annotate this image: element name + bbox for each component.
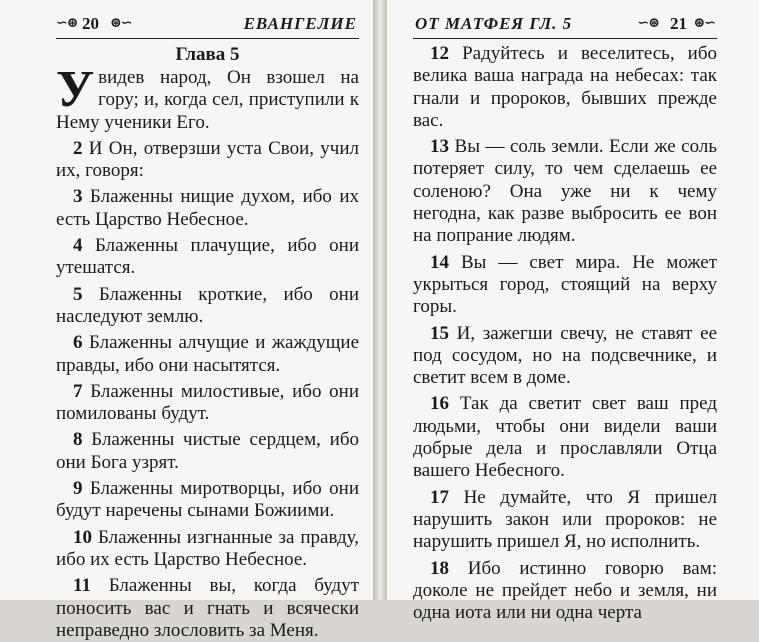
ornament-icon: ∽⊛ — [637, 16, 659, 31]
verse — [413, 323, 717, 390]
verse-number: 11 — [73, 575, 91, 597]
verse-number: 12 — [430, 43, 449, 64]
verse — [56, 527, 359, 572]
verse — [56, 284, 359, 329]
verse-number: 7 — [73, 380, 83, 402]
book-gutter — [373, 0, 387, 600]
verse-number: 9 — [73, 478, 83, 500]
verse-number: 6 — [73, 332, 83, 354]
verse — [413, 43, 717, 132]
left-page — [0, 0, 373, 641]
verse-text: Блаженны нищие духом, ибо их есть Царство Небесное. — [56, 186, 359, 230]
verse-text: Блаженны алчущие и жаждущие правды, ибо они насытятся. — [56, 332, 360, 376]
verse-text: Так да светит свет ваш пред людьми, чтобы они видели ваши добрые дела и прославляли Отца вашего Небесного. — [413, 393, 718, 482]
verse — [56, 235, 359, 280]
verse-text: Блаженны плачущие, ибо они утешатся. — [56, 235, 360, 279]
verse-text: Блаженны миротворцы, ибо они будут наречены сынами Божиими. — [56, 478, 359, 522]
verse-1 — [56, 61, 359, 134]
verse-text: Ибо истинно говорю вам: доколе не прейдет небо и земля, ни одна иота или ни одна черта — [413, 557, 718, 624]
ornament-icon: ∽⊛ — [56, 16, 78, 31]
verse-number: 2 — [73, 137, 83, 159]
left-running-head — [56, 10, 359, 39]
verse-number: 17 — [430, 486, 449, 508]
verse-number: 16 — [430, 393, 449, 415]
verse-number: 15 — [430, 322, 449, 344]
verse — [56, 575, 359, 642]
verse-number: 4 — [73, 235, 83, 257]
verse-text: Блаженны вы, когда будут поносить вас и гнать и всячески неправедно злословить за Меня. — [56, 575, 360, 641]
verse — [56, 381, 359, 426]
verse — [413, 136, 717, 247]
verse-number: 5 — [73, 283, 83, 305]
verse-number: 10 — [73, 526, 92, 548]
page-number: 20 — [82, 14, 99, 33]
verse-text: Радуйтесь и веселитесь, ибо велика ваша награда на небесах: так гнали и пророков, бывших прежде вас. — [413, 43, 718, 131]
right-text-block — [413, 43, 717, 624]
verse — [56, 478, 359, 523]
verse-text: видев народ, Он взошел на гору; и, когда сел, приступили к Нему ученики Его. — [56, 67, 359, 133]
verse-number: 3 — [73, 186, 83, 208]
verse-number: 8 — [73, 429, 83, 451]
verse-text: Блаженны кроткие, ибо они наследуют землю. — [56, 283, 359, 327]
dropcap: У — [56, 61, 95, 118]
page-number: 21 — [670, 14, 687, 33]
right-running-head — [413, 10, 717, 39]
verse — [56, 429, 359, 474]
chapter-heading: Глава 5 — [175, 44, 240, 65]
verse — [56, 332, 359, 377]
verse-text: Вы — свет мира. Не может укрыться город, стоящий на верху горы. — [413, 251, 718, 318]
verse — [413, 487, 717, 554]
ornament-icon: ⊛∽ — [110, 16, 132, 31]
verse-text: Не думайте, что Я пришел нарушить закон или пророков: не нарушить пришел Я, но исполнить. — [413, 486, 718, 553]
verse-text: И, зажегши свечу, не ставят ее под сосудом, но на подсвечнике, и светит всем в доме. — [413, 322, 717, 389]
verse — [413, 393, 717, 482]
verse-number: 13 — [430, 136, 449, 158]
verse-text: Блаженны изгнанные за правду, ибо их есть Царство Небесное. — [56, 526, 360, 570]
right-page — [387, 0, 759, 624]
verse-text: Блаженны милостивые, ибо они помилованы будут. — [56, 380, 359, 425]
ornament-icon: ⊛∽ — [693, 16, 715, 31]
verse-text: Вы — соль земли. Если же соль потеряет силу, то чем сделаешь ее соленою? Она уже ни к чему негодна, как разве выбросить ее вон на попрание людям. — [413, 136, 717, 247]
verse — [413, 252, 717, 319]
verse — [56, 186, 359, 231]
verse — [56, 138, 359, 183]
left-text-block — [56, 61, 360, 642]
verse-number: 14 — [430, 251, 449, 273]
verse-text: Блаженны чистые сердцем, ибо они Бога узрят. — [56, 429, 359, 473]
verse-number: 18 — [430, 557, 449, 579]
verse-text: И Он, отверзши уста Свои, учил их, говоря: — [56, 137, 360, 182]
running-title: ЕВАНГЕЛИЕ — [243, 14, 357, 33]
verse — [413, 558, 717, 625]
running-title: ОТ МАТФЕЯ ГЛ. 5 — [415, 14, 573, 33]
